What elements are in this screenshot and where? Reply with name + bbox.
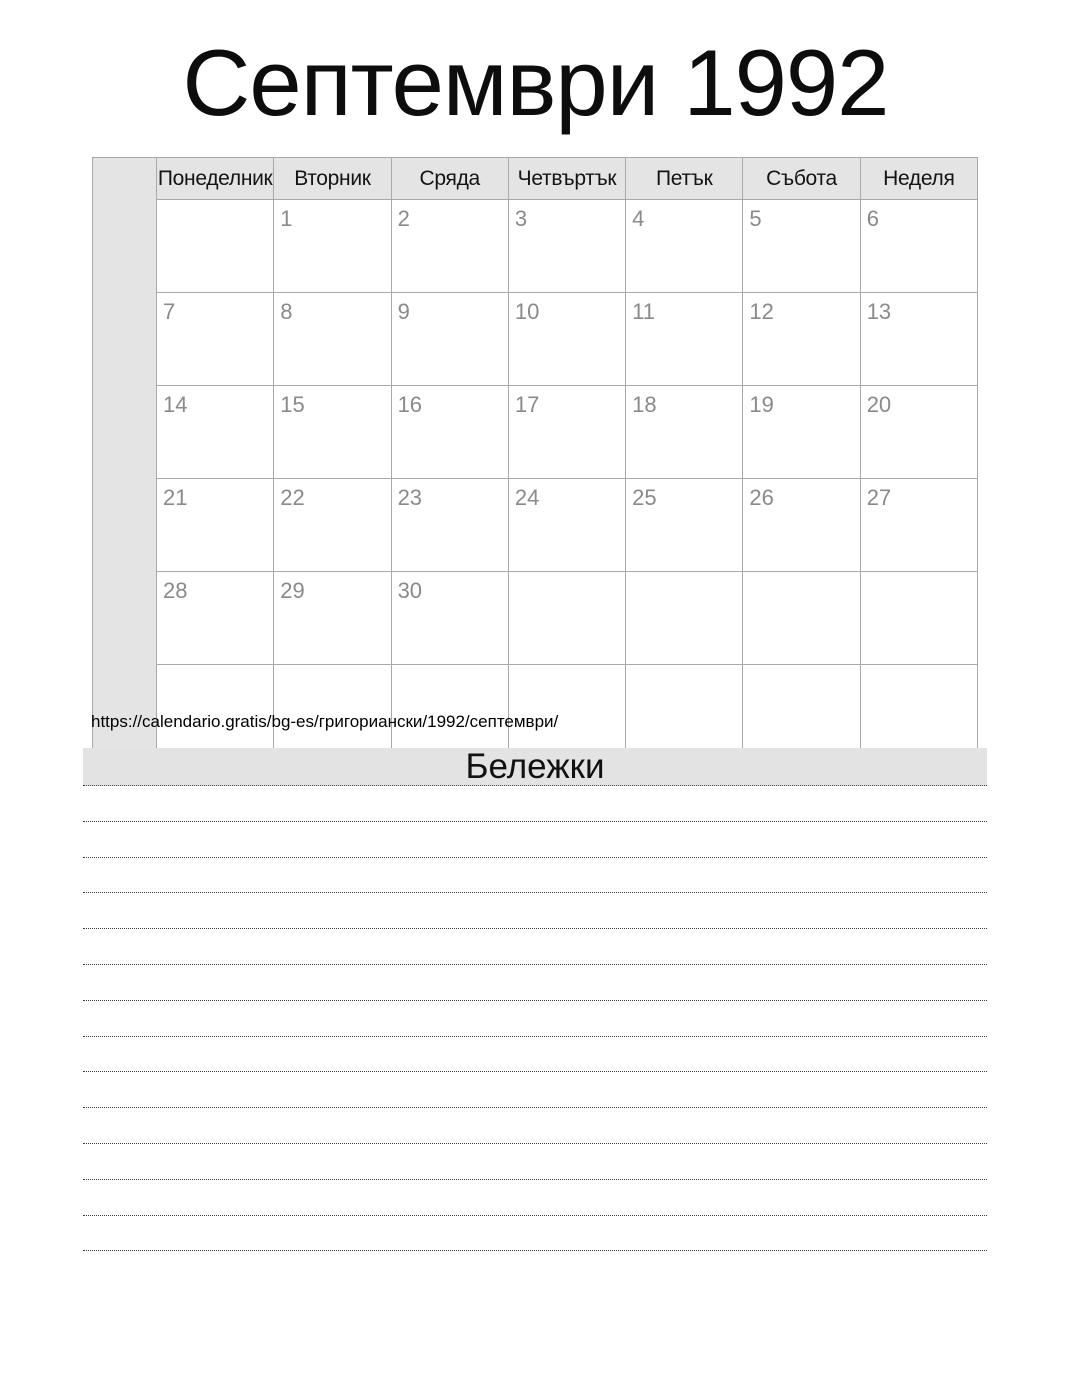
day-cell: 6 xyxy=(860,200,977,293)
week-row-3 xyxy=(93,386,978,479)
week-row-4 xyxy=(93,479,978,572)
day-cell: 25 xyxy=(626,479,743,572)
notes-line xyxy=(83,858,987,894)
day-cell xyxy=(743,572,860,665)
day-cell: 13 xyxy=(860,293,977,386)
day-cell xyxy=(626,665,743,758)
notes-line xyxy=(83,1216,987,1252)
day-cell xyxy=(274,665,391,758)
source-url: https://calendario.gratis/bg-es/григориански/1992/септември/ xyxy=(91,712,559,731)
notes-header: Бележки xyxy=(83,748,987,786)
week-row-5 xyxy=(93,572,978,665)
day-cell: 26 xyxy=(743,479,860,572)
notes-line xyxy=(83,786,987,822)
day-cell xyxy=(860,665,977,758)
page-title: Септември 1992 xyxy=(182,30,889,135)
day-cell xyxy=(157,200,274,293)
day-cell: 18 xyxy=(626,386,743,479)
day-cell: 19 xyxy=(743,386,860,479)
day-cell xyxy=(860,572,977,665)
day-cell: 11 xyxy=(626,293,743,386)
day-cell: 17 xyxy=(508,386,625,479)
weekday-sunday: Неделя xyxy=(860,158,977,200)
day-cell xyxy=(391,665,508,758)
day-cell: 1 xyxy=(274,200,391,293)
day-cell: 21 xyxy=(157,479,274,572)
day-cell: 4 xyxy=(626,200,743,293)
day-cell: 27 xyxy=(860,479,977,572)
day-cell: 16 xyxy=(391,386,508,479)
notes-line xyxy=(83,822,987,858)
day-cell: 22 xyxy=(274,479,391,572)
day-cell: 2 xyxy=(391,200,508,293)
weekday-thursday: Четвъртък xyxy=(508,158,625,200)
notes-line xyxy=(83,1072,987,1108)
day-cell: 10 xyxy=(508,293,625,386)
week-row-2 xyxy=(93,293,978,386)
day-cell xyxy=(626,572,743,665)
weekday-wednesday: Сряда xyxy=(391,158,508,200)
calendar-table xyxy=(92,157,978,758)
week-row-1 xyxy=(93,200,978,293)
notes-line xyxy=(83,1108,987,1144)
day-cell xyxy=(743,665,860,758)
day-cell: 9 xyxy=(391,293,508,386)
weekday-monday: Понеделник xyxy=(157,158,274,200)
day-cell: 15 xyxy=(274,386,391,479)
weekday-header-row xyxy=(93,158,978,200)
week-gutter-column xyxy=(93,158,157,758)
weekday-friday: Петък xyxy=(626,158,743,200)
day-cell: 20 xyxy=(860,386,977,479)
weekday-saturday: Събота xyxy=(743,158,860,200)
notes-line xyxy=(83,965,987,1001)
day-cell: 14 xyxy=(157,386,274,479)
week-row-6 xyxy=(93,665,978,758)
notes-line xyxy=(83,893,987,929)
notes-section xyxy=(83,748,987,1251)
day-cell: 7 xyxy=(157,293,274,386)
notes-line xyxy=(83,929,987,965)
day-cell: 23 xyxy=(391,479,508,572)
day-cell: 5 xyxy=(743,200,860,293)
day-cell: 29 xyxy=(274,572,391,665)
notes-line xyxy=(83,1037,987,1073)
day-cell xyxy=(157,665,274,758)
weekday-tuesday: Вторник xyxy=(274,158,391,200)
day-cell: 12 xyxy=(743,293,860,386)
notes-line xyxy=(83,1144,987,1180)
day-cell xyxy=(508,572,625,665)
day-cell: 30 xyxy=(391,572,508,665)
day-cell xyxy=(508,665,625,758)
day-cell: 3 xyxy=(508,200,625,293)
day-cell: 8 xyxy=(274,293,391,386)
notes-line xyxy=(83,1001,987,1037)
day-cell: 24 xyxy=(508,479,625,572)
notes-line xyxy=(83,1180,987,1216)
day-cell: 28 xyxy=(157,572,274,665)
